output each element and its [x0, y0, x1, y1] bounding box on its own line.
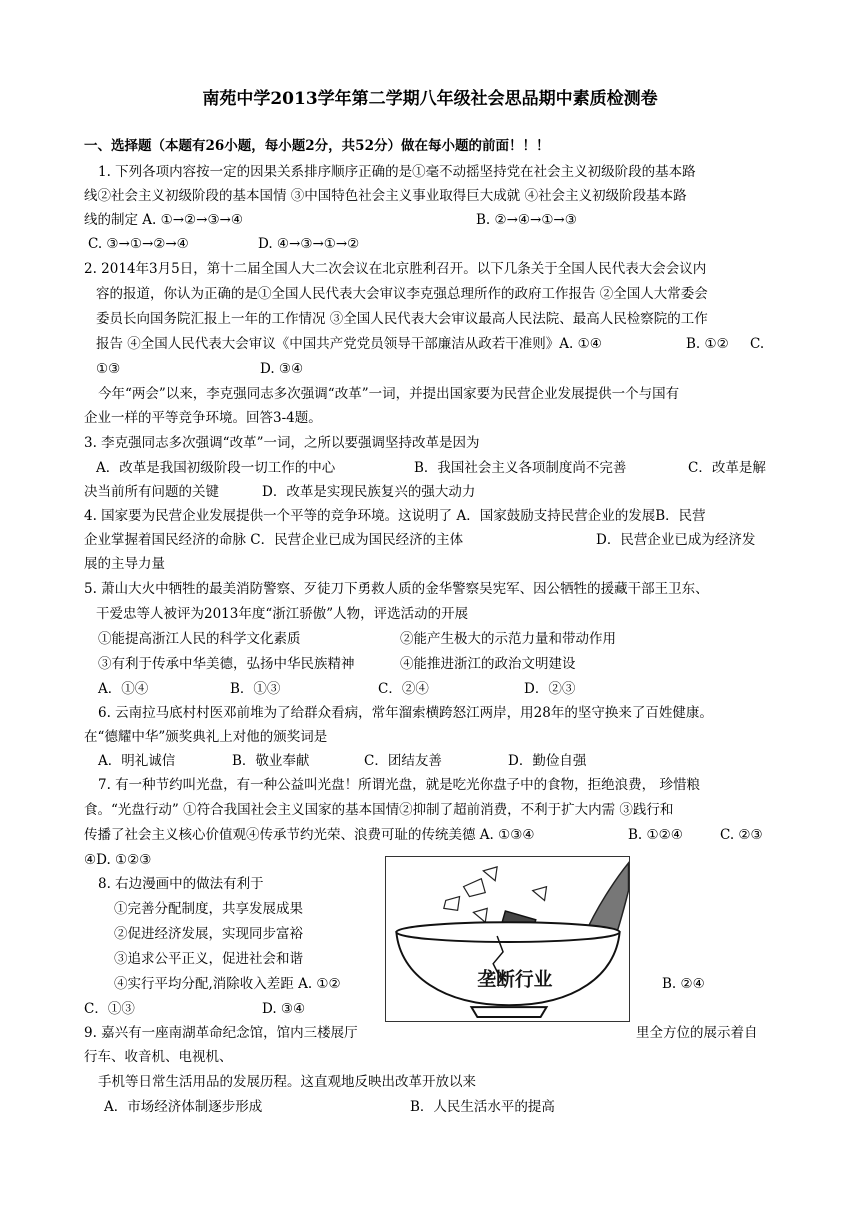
q3-stem: 3. 李克强同志多次强调“改革”一词，之所以要强调坚持改革是因为	[84, 435, 480, 451]
q6-line1: 6. 云南拉马底村村医邓前堆为了给群众看病，常年溜索横跨怒江两岸，用28年的坚守换来了百姓健康。	[98, 705, 713, 721]
q7-line1: 7. 有一种节约叫光盘，有一种公益叫光盘！所谓光盘，就是吃光你盘子中的食物，拒绝浪费， 珍惜粮	[98, 777, 700, 793]
q9-line3: 手机等日常生活用品的发展历程。这直观地反映出改革开放以来	[98, 1074, 476, 1090]
q1-option-b: B. ②→④→①→③	[476, 212, 577, 228]
q1-line3: 线的制定 A. ①→②→③→④	[84, 212, 243, 228]
q9-line1: 9. 嘉兴有一座南湖革命纪念馆，馆内三楼展厅	[84, 1025, 358, 1041]
q7-line4: ④D. ①②③	[84, 852, 152, 868]
q7-option-c: C. ②③	[720, 827, 763, 843]
q5-item3: ③有利于传承中华美德，弘扬中华民族精神	[98, 656, 355, 672]
q3-option-b: B．我国社会主义各项制度尚不完善	[414, 460, 627, 476]
cartoon-drawing	[386, 857, 629, 1021]
q8-item2: ②促进经济发展，实现同步富裕	[114, 926, 303, 942]
q5-line1: 5. 萧山大火中牺牲的最美消防警察、歹徒刀下勇救人质的金华警察吴宪军、因公牺牲的援藏干部王卫东、	[84, 581, 709, 597]
q5-item4: ④能推进浙江的政治文明建设	[400, 656, 576, 672]
q4-line2: 企业掌握着国民经济的命脉 C．民营企业已成为国民经济的主体	[84, 532, 464, 548]
q2-line2: 容的报道，你认为正确的是①全国人民代表大会审议李克强总理所作的政府工作报告 ②全国人大常委会	[96, 286, 708, 302]
q2-line4: 报告 ④全国人民代表大会审议《中国共产党党员领导干部廉洁从政若干准则》A. ①④	[96, 336, 602, 352]
q8-option-b: B. ②④	[662, 976, 705, 992]
q7-option-b: B. ①②④	[628, 827, 683, 843]
q4-line3: 展的主导力量	[84, 556, 165, 572]
q6-line2: 在“德耀中华”颁奖典礼上对他的颁奖词是	[84, 729, 328, 745]
q7-line3: 传播了社会主义核心价值观④传承节约光荣、浪费可耻的传统美德 A. ①③④	[84, 827, 535, 843]
q1-line1: 1. 下列各项内容按一定的因果关系排序顺序正确的是①毫不动摇坚持党在社会主义初级阶段的基本路	[98, 164, 696, 180]
q5-line2: 干爱忠等人被评为2013年度“浙江骄傲”人物，评选活动的开展	[96, 606, 469, 622]
q3-option-d: D．改革是实现民族复兴的强大动力	[262, 484, 476, 500]
q8-item1: ①完善分配制度，共享发展成果	[114, 901, 303, 917]
bowl-base	[471, 1007, 546, 1017]
material-line2: 企业一样的平等竞争环境。回答3-4题。	[84, 410, 322, 426]
q3-option-c-cont: 决当前所有问题的关键	[84, 484, 219, 500]
q6-option-b: B．敬业奉献	[232, 753, 310, 769]
q8-option-d: D. ③④	[262, 1001, 306, 1017]
q2-option-b: B. ①②	[686, 336, 729, 352]
q2-option-c: C.	[750, 336, 765, 352]
q5-item1: ①能提高浙江人民的科学文化素质	[98, 631, 301, 647]
q6-option-d: D．勤俭自强	[508, 753, 587, 769]
q6-option-c: C．团结友善	[364, 753, 442, 769]
q1-option-c: C. ③→①→②→④	[88, 236, 189, 252]
cartoon-illustration	[385, 856, 630, 1022]
q2-line3: 委员长向国务院汇报上一年的工作情况 ③全国人民代表大会审议最高人民法院、最高人民检察院的工作	[96, 311, 708, 327]
section-heading: 一、选择题（本题有26小题，每小题2分，共52分）做在每小题的前面！！！	[84, 138, 550, 154]
material-line1: 今年“两会”以来，李克强同志多次强调“改革”一词，并提出国家要为民营企业发展提供一个与国有	[98, 386, 680, 402]
page-title: 南苑中学2013学年第二学期八年级社会思品期中素质检测卷	[202, 89, 658, 109]
q9-option-a: A．市场经济体制逐步形成	[104, 1099, 263, 1115]
q5-item2: ②能产生极大的示范力量和带动作用	[400, 631, 616, 647]
q8-stem: 8. 右边漫画中的做法有利于	[98, 876, 264, 892]
q7-line2: 食。“光盘行动” ①符合我国社会主义国家的基本国情②抑制了超前消费，不利于扩大内需 ③践行和	[84, 802, 674, 818]
q8-option-c: C．①③	[84, 1001, 135, 1017]
q6-option-a: A．明礼诚信	[98, 753, 176, 769]
q8-item3: ③追求公平正义，促进社会和谐	[114, 951, 303, 967]
q5-option-a: A．①④	[98, 681, 149, 697]
q2-line1: 2. 2014年3月5日，第十二届全国人大二次会议在北京胜利召开。以下几条关于全国人民代表大会会议内	[84, 261, 707, 277]
q9-line1-cont: 里全方位的展示着自	[636, 1025, 758, 1041]
q3-option-a: A．改革是我国初级阶段一切工作的中心	[96, 460, 336, 476]
q9-option-b: B．人民生活水平的提高	[410, 1099, 555, 1115]
bowl-rim	[396, 922, 619, 942]
bowl-label: 垄断行业	[477, 969, 553, 991]
q1-line2: 线②社会主义初级阶段的基本国情 ③中国特色社会主义事业取得巨大成就 ④社会主义初级阶段基本路	[84, 188, 687, 204]
q5-option-b: B．①③	[230, 681, 281, 697]
q2-option-d: D. ③④	[260, 361, 304, 377]
q3-option-c: C．改革是解	[688, 460, 766, 476]
q5-option-c: C．②④	[378, 681, 429, 697]
q8-item4: ④实行平均分配,消除收入差距 A. ①②	[114, 976, 341, 992]
q2-option-c-text: ①③	[96, 361, 121, 377]
q4-option-d: D．民营企业已成为经济发	[596, 532, 756, 548]
q5-option-d: D．②③	[524, 681, 576, 697]
q9-line2: 行车、收音机、电视机、	[84, 1049, 233, 1065]
q1-option-d: D. ④→③→①→②	[258, 236, 360, 252]
q4-line1: 4. 国家要为民营企业发展提供一个平等的竞争环境。这说明了 A．国家鼓励支持民营企业的发展B．民营	[84, 508, 706, 524]
